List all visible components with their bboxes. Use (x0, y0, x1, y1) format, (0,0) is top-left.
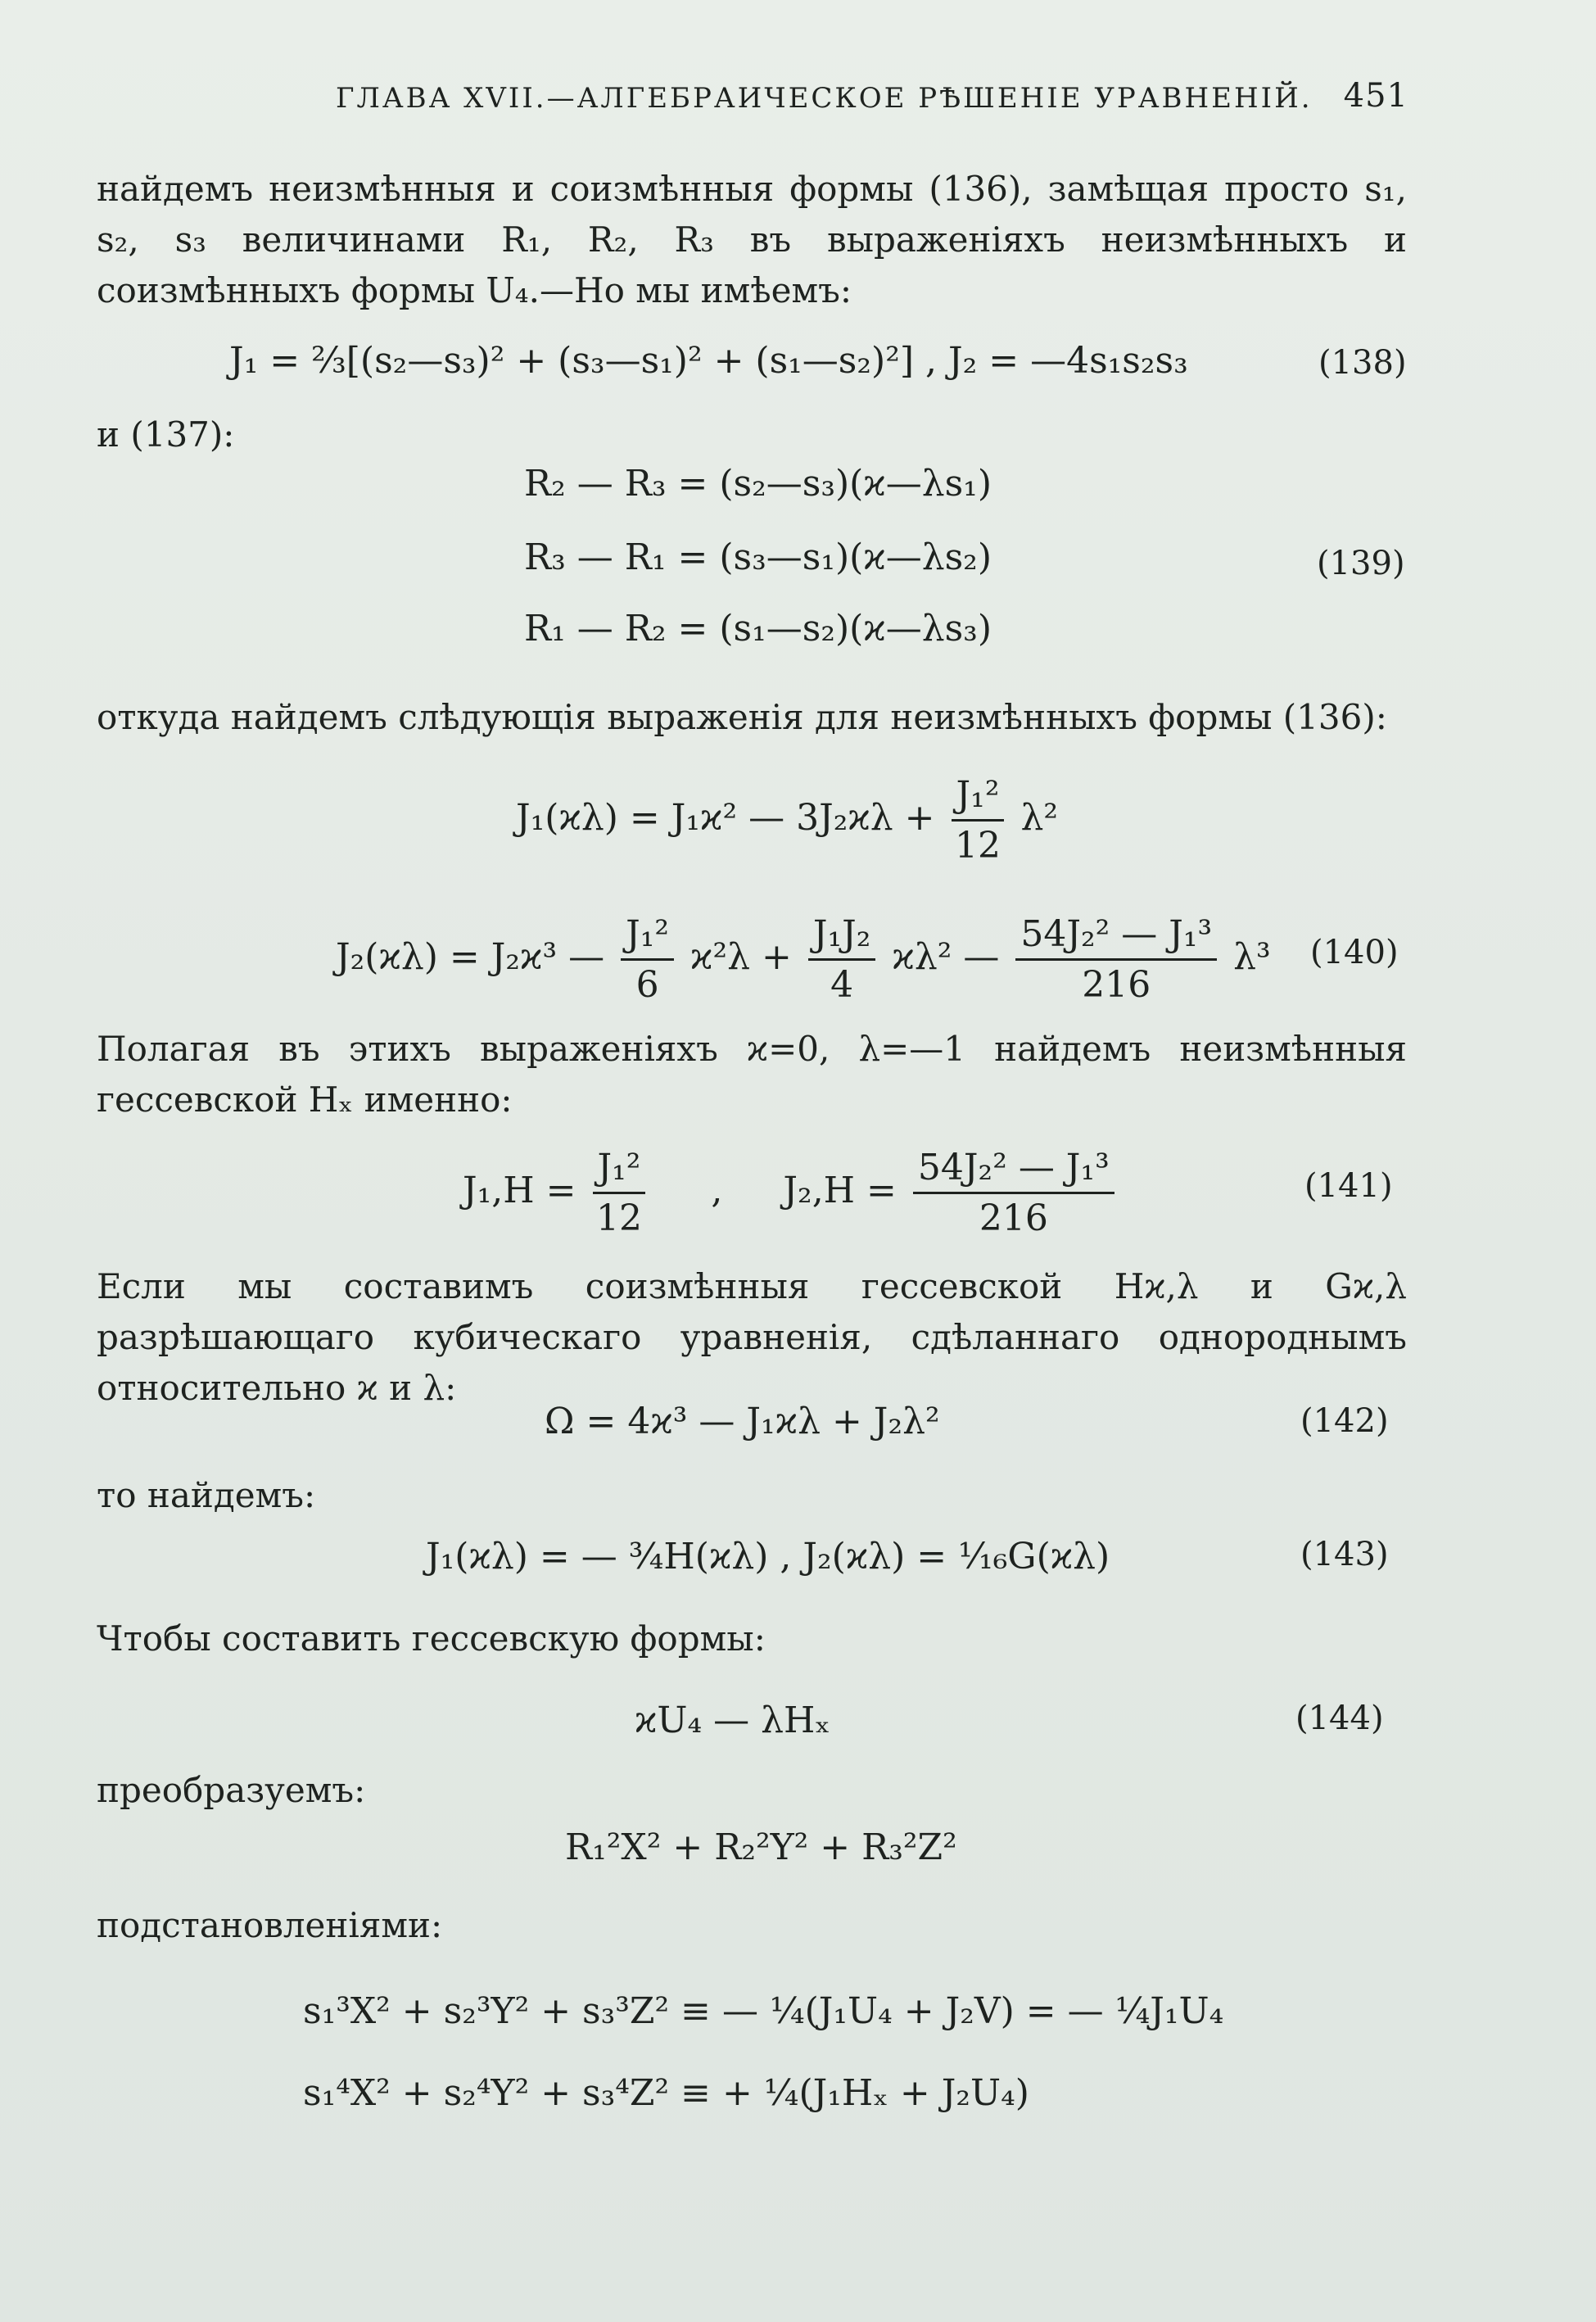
fraction-denominator: 12 (595, 1197, 642, 1239)
fraction-141-1 (593, 1147, 646, 1239)
equation-140a-tail: λ² (1020, 797, 1058, 839)
paragraph-intro: найдемъ неизмѣнныя и соизмѣнныя формы (136), замѣщая просто s₁, s₂, s₃ величинами R₁, R₂, R₃ въ выраженіяхъ неизмѣнныхъ и соизмѣнныхъ формы U₄.—Но мы имѣемъ: (97, 169, 1407, 310)
fraction-140a (952, 774, 1005, 867)
equation-number-141: (141) (1304, 1167, 1393, 1205)
equation-141-lhs2: J₂,H = (783, 1170, 897, 1211)
equation-145: R₁²X² + R₂²Y² + R₃²Z² (565, 1826, 957, 1868)
fraction-numerator: J₁² (621, 913, 674, 961)
fraction-numerator: 54J₂² — J₁³ (1015, 913, 1217, 961)
equation-number-144: (144) (1295, 1700, 1384, 1737)
fraction-140b-3 (1015, 913, 1217, 1006)
equation-139b: R₃ — R₁ = (s₃—s₁)(ϰ—λs₂) (524, 536, 992, 578)
equation-number-143: (143) (1300, 1536, 1389, 1573)
fraction-141-2 (913, 1147, 1114, 1239)
paragraph-hessian: Полагая въ этихъ выраженіяхъ ϰ=0, λ=—1 найдемъ неизмѣнныя гессевской Hₓ именно: (97, 1029, 1407, 1120)
equation-number-139: (139) (1317, 545, 1405, 582)
equation-144: ϰU₄ — λHₓ (635, 1700, 831, 1741)
equation-140b-mid1: ϰ²λ + (690, 936, 792, 978)
equation-140a (516, 774, 1058, 867)
equation-143: J₁(ϰλ) = — ¾H(ϰλ) , J₂(ϰλ) = ¹⁄₁₆G(ϰλ) (426, 1536, 1110, 1577)
paragraph-then: то найдемъ: (97, 1475, 316, 1515)
equation-139c: R₁ — R₂ = (s₁—s₂)(ϰ—λs₃) (524, 608, 992, 650)
paragraph-invariants: откуда найдемъ слѣдующія выраженія для неизмѣнныхъ формы (136): (97, 697, 1387, 737)
fraction-denominator: 216 (1082, 964, 1151, 1006)
fraction-numerator: 54J₂² — J₁³ (913, 1147, 1114, 1194)
equation-146b: s₁⁴X² + s₂⁴Y² + s₃⁴Z² ≡ + ¼(J₁Hₓ + J₂U₄) (303, 2072, 1029, 2114)
equation-140a-lhs: J₁(ϰλ) = J₁ϰ² — 3J₂ϰλ + (516, 797, 935, 839)
fraction-numerator: J₁J₂ (808, 913, 876, 961)
fraction-denominator: 216 (979, 1197, 1048, 1239)
equation-140b-tail: λ³ (1233, 936, 1271, 978)
equation-number-138: (138) (1318, 344, 1407, 382)
equation-140b-mid2: ϰλ² — (892, 936, 1000, 978)
equation-139a: R₂ — R₃ = (s₂—s₃)(ϰ—λs₁) (524, 463, 992, 505)
chapter-title: ГЛАВА XVII.—АЛГЕБРАИЧЕСКОЕ РѢШЕНІЕ УРАВНЕНІЙ. (336, 82, 1313, 115)
page-number: 451 (1343, 77, 1408, 115)
equation-140b (336, 913, 1271, 1006)
fraction-140b-2 (808, 913, 876, 1006)
equation-146a: s₁³X² + s₂³Y² + s₃³Z² ≡ — ¼(J₁U₄ + J₂V) = — ¼J₁U₄ (303, 1990, 1224, 2032)
equation-142: Ω = 4ϰ³ — J₁ϰλ + J₂λ² (545, 1401, 940, 1442)
paragraph-cubic: Если мы составимъ соизмѣнныя гессевской Hϰ,λ и Gϰ,λ разрѣшающаго кубическаго уравненія, сдѣланнаго однороднымъ относительно ϰ и λ: (97, 1266, 1407, 1408)
paragraph-transform: преобразуемъ: (97, 1770, 366, 1810)
equation-138: J₁ = ⅔[(s₂—s₃)² + (s₃—s₁)² + (s₁—s₂)²] , J₂ = —4s₁s₂s₃ (229, 340, 1188, 382)
equation-number-142: (142) (1300, 1402, 1389, 1440)
equation-number-140: (140) (1310, 934, 1399, 971)
paragraph-substitutions: подстановленіями: (97, 1905, 443, 1945)
equation-141-lhs1: J₁,H = (463, 1170, 576, 1211)
equation-140b-lhs: J₂(ϰλ) = J₂ϰ³ — (336, 936, 605, 978)
fraction-denominator: 6 (635, 964, 659, 1006)
paragraph-ref-137: и (137): (97, 414, 235, 455)
paragraph-compose: Чтобы составить гессевскую формы: (97, 1618, 766, 1659)
fraction-denominator: 4 (830, 964, 854, 1006)
fraction-denominator: 12 (955, 825, 1001, 867)
equation-141-separator: , (711, 1170, 723, 1211)
equation-141 (463, 1147, 1119, 1239)
fraction-140b-1 (621, 913, 674, 1006)
fraction-numerator: J₁² (593, 1147, 646, 1194)
fraction-numerator: J₁² (952, 774, 1005, 822)
